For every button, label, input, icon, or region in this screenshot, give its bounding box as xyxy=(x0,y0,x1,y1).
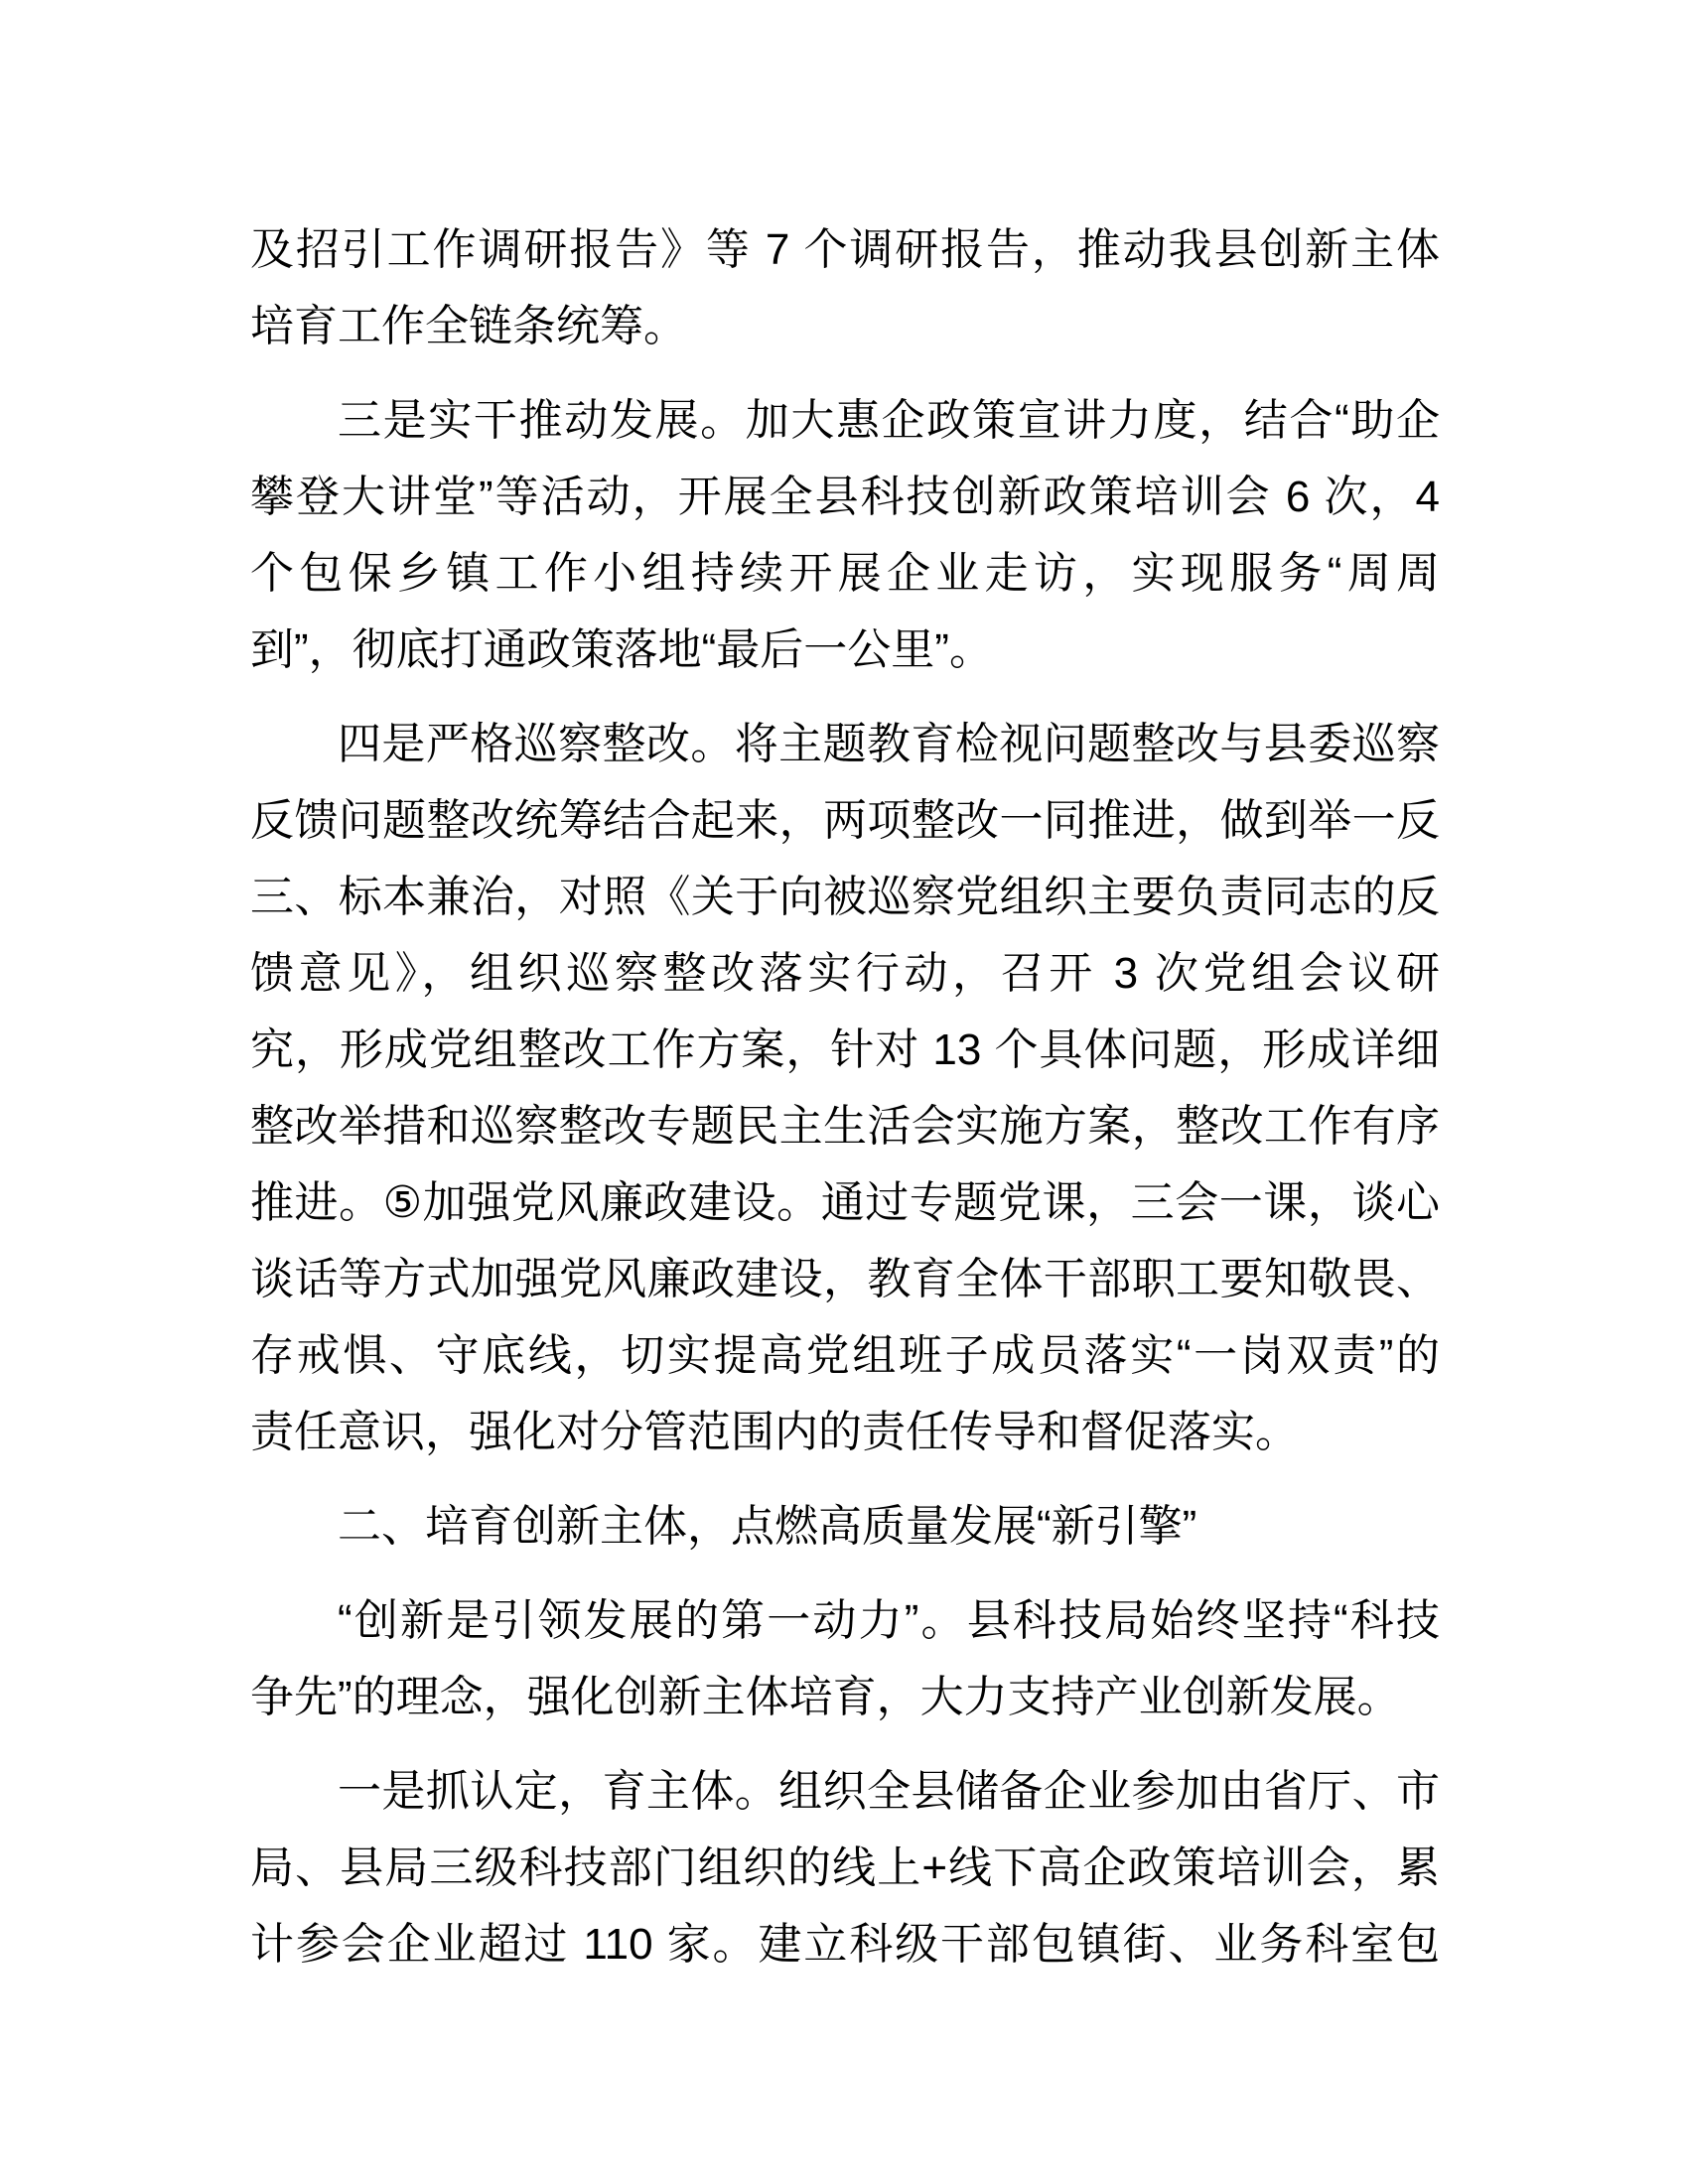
text-line: 培育工作全链条统筹。 xyxy=(250,302,687,350)
text-line: 到”，彻底打通政策落地“最后一公里”。 xyxy=(250,625,993,674)
text-line: 谈话等方式加强党风廉政建设，教育全体干部职工要知敬畏、 xyxy=(250,1255,1440,1303)
text-line: 局、县局三级科技部门组织的线上+线下高企政策培训会，累 xyxy=(250,1843,1440,1892)
text-line: 及招引工作调研报告》等 7 个调研报告，推动我县创新主体 xyxy=(250,225,1440,274)
text-line: 责任意识，强化对分管范围内的责任传导和督促落实。 xyxy=(250,1408,1299,1456)
text-line: 个包保乡镇工作小组持续开展企业走访，实现服务“周周 xyxy=(250,549,1440,598)
paragraph xyxy=(250,211,1440,364)
text-line: 争先”的理念，强化创新主体培育，大力支持产业创新发展。 xyxy=(250,1673,1401,1721)
document-text xyxy=(250,211,1440,1982)
text-line: 三、标本兼治，对照《关于向被巡察党组织主要负责同志的反 xyxy=(250,873,1440,921)
paragraph xyxy=(250,706,1440,1470)
text-line: 整改举措和巡察整改专题民主生活会实施方案，整改工作有序 xyxy=(250,1102,1440,1151)
text-line: 究，形成党组整改工作方案，针对 13 个具体问题，形成详细 xyxy=(250,1025,1440,1074)
section-heading xyxy=(250,1488,1440,1565)
text-line: 反馈问题整改统筹结合起来，两项整改一同推进，做到举一反 xyxy=(250,796,1440,845)
text-line: 一是抓认定，育主体。组织全县储备企业参加由省厅、市 xyxy=(338,1767,1440,1816)
text-line: 三是实干推动发展。加大惠企政策宣讲力度，结合“助企 xyxy=(338,396,1440,445)
text-line: 馈意见》，组织巡察整改落实行动，召开 3 次党组会议研 xyxy=(250,949,1440,998)
paragraph xyxy=(250,1582,1440,1735)
text-line: 存戒惧、守底线，切实提高党组班子成员落实“一岗双责”的 xyxy=(250,1331,1440,1380)
text-line: 攀登大讲堂”等活动，开展全县科技创新政策培训会 6 次，4 xyxy=(250,473,1440,521)
text-line: 计参会企业超过 110 家。建立科级干部包镇街、业务科室包 xyxy=(250,1920,1440,1969)
paragraph xyxy=(250,1753,1440,1982)
text-line: 二、培育创新主体，点燃高质量发展“新引擎” xyxy=(338,1502,1197,1551)
paragraph xyxy=(250,382,1440,688)
text-line: 推进。⑤加强党风廉政建设。通过专题党课，三会一课，谈心 xyxy=(250,1178,1440,1227)
text-line: “创新是引领发展的第一动力”。县科技局始终坚持“科技 xyxy=(338,1596,1440,1645)
text-line: 四是严格巡察整改。将主题教育检视问题整改与县委巡察 xyxy=(338,720,1440,768)
